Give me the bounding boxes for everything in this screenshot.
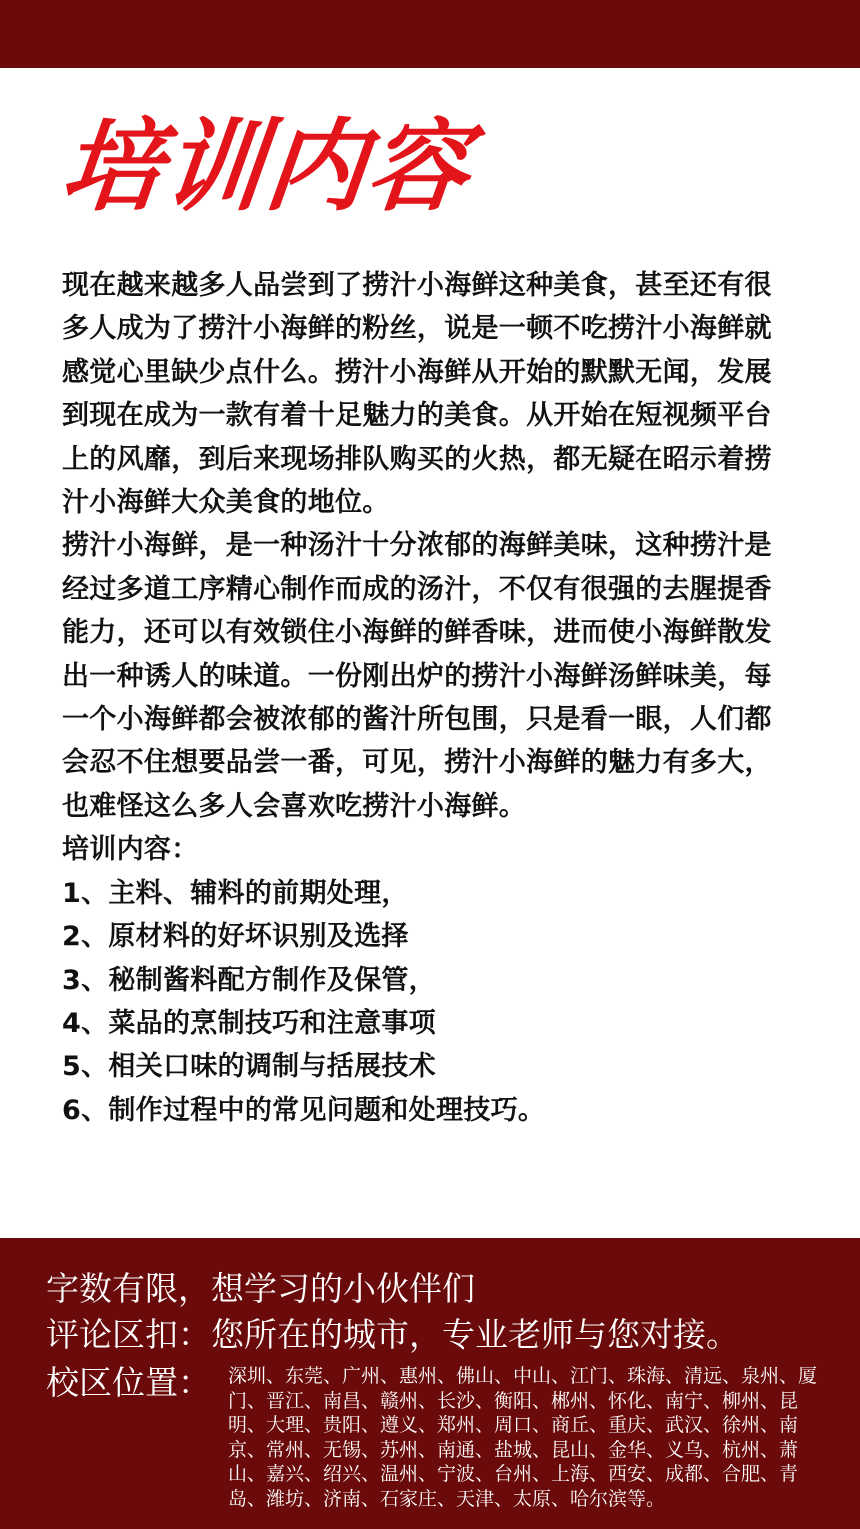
campus-city-list: 深圳、东莞、广州、惠州、佛山、中山、江门、珠海、清远、泉州、厦门、晋江、南昌、赣州、长沙、衡阳、郴州、怀化、南宁、柳州、昆明、大理、贵阳、遵义、郑州、周口、商丘、重庆、武汉、徐州、南京、常州、无锡、苏州、南通、盐城、昆山、金华、义乌、杭州、萧山、嘉兴、绍兴、温州、宁波、台州、上海、西安、成都、合肥、青岛、潍坊、济南、石家庄、天津、太原、哈尔滨等。 (228, 1365, 818, 1510)
description-paragraph: 捞汁小海鲜，是一种汤汁十分浓郁的海鲜美味，这种捞汁是经过多道工序精心制作而成的汤汁，不仅有很强的去腥提香能力，还可以有效锁住小海鲜的鲜香味，进而使小海鲜散发出一种诱人的味道。一份刚出炉的捞汁小海鲜汤鲜味美，每一个小海鲜都会被浓郁的酱汁所包围，只是看一眼，人们都会忍不住想要品尝一番，可见，捞汁小海鲜的魅力有多大，也难怪这么多人会喜欢吃捞汁小海鲜。 (62, 530, 772, 822)
campus-label: 校区位置： (46, 1363, 211, 1402)
cta-line-1: 字数有限，想学习的小伙伴们 (46, 1269, 475, 1308)
intro-paragraph: 现在越来越多人品尝到了捞汁小海鲜这种美食，甚至还有很多人成为了捞汁小海鲜的粉丝，说是一顿不吃捞汁小海鲜就感觉心里缺少点什么。捞汁小海鲜从开始的默默无闻，发展到现在成为一款有着十足魅力的美食。从开始在短视频平台上的风靡，到后来现场排队购买的火热，都无疑在昭示着捞汁小海鲜大众美食的地位。 (62, 270, 772, 519)
article-body (62, 264, 772, 1132)
training-item: 3、秘制酱料配方制作及保管， (62, 964, 436, 996)
training-heading: 培训内容： (62, 834, 199, 866)
training-item: 2、原材料的好坏识别及选择 (62, 921, 409, 953)
training-item: 5、相关口味的调制与括展技术 (62, 1051, 436, 1083)
training-item: 1、主料、辅料的前期处理， (62, 877, 409, 909)
training-item: 6、制作过程中的常见问题和处理技巧。 (62, 1094, 546, 1126)
training-item: 4、菜品的烹制技巧和注意事项 (62, 1007, 436, 1039)
top-banner (0, 0, 860, 68)
footer-panel (0, 1238, 860, 1529)
cta-line-2: 评论区扣：您所在的城市，专业老师与您对接。 (46, 1315, 739, 1354)
page-title: 培训内容 (55, 108, 477, 225)
